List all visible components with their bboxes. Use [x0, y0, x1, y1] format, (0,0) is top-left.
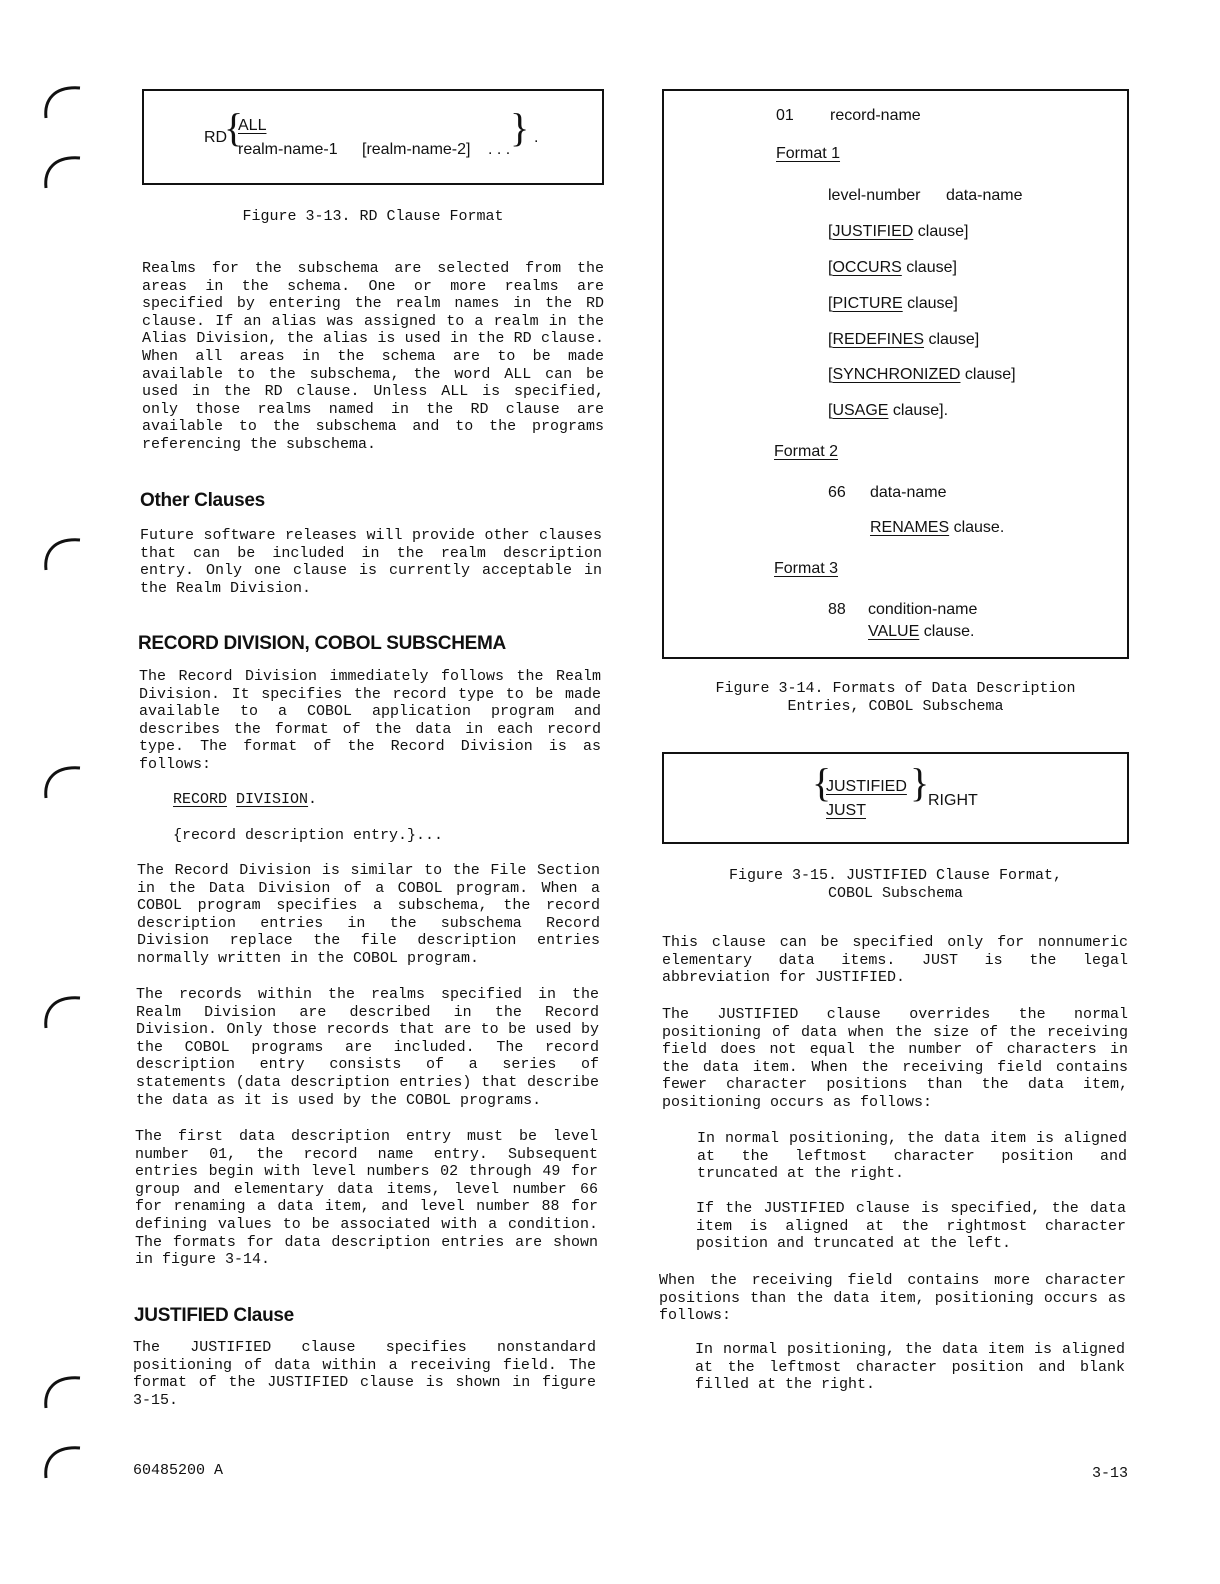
- period: .: [534, 129, 539, 146]
- left-brace: {: [812, 760, 832, 805]
- record-division-paragraph-3: The records within the realms specified in the Realm Division are described in the Record Division. Only those records that are to be used by the COBOL programs are included. The record description entry consists of a series of statements (data description entries) that describe the data as it is used by the COBOL programs.: [136, 986, 599, 1109]
- data-name-2: data-name: [870, 484, 947, 501]
- punch-hole-mark: [40, 1368, 86, 1414]
- data-description-formats-box: [662, 89, 1129, 659]
- figure-3-13-caption: Figure 3-13. RD Clause Format: [242, 208, 504, 225]
- realm-name-2: [realm-name-2]: [362, 141, 471, 158]
- renames-clause: RENAMES clause.: [870, 519, 1005, 536]
- just-keyword-option: JUST: [826, 802, 866, 819]
- justified-clause-heading: JUSTIFIED Clause: [134, 1305, 294, 1326]
- justified-positioning-paragraph: If the JUSTIFIED clause is specified, the data item is aligned at the rightmost character position and truncated at the left.: [696, 1200, 1126, 1253]
- level-88: 88: [828, 601, 846, 618]
- record-description-syntax: {record description entry.}...: [173, 827, 444, 844]
- record-name: record-name: [830, 107, 921, 124]
- normal-positioning-fewer-paragraph: In normal positioning, the data item is aligned at the leftmost character position and truncated at the right.: [697, 1130, 1127, 1183]
- syntax-period: .: [308, 791, 318, 808]
- occurs-keyword: OCCURS: [832, 259, 902, 276]
- justified-clause-format-box: [662, 752, 1129, 844]
- level-01: 01: [776, 107, 794, 124]
- justified-override-paragraph: The JUSTIFIED clause overrides the normal positioning of data when the size of the receiving field does not equal the number of characters in the data item. When the receiving field contains fewer character positions than the data item, positioning occurs as follows:: [662, 1006, 1128, 1111]
- right-brace: }: [510, 105, 530, 150]
- picture-keyword: PICTURE: [832, 295, 903, 312]
- punch-hole-mark: [40, 988, 86, 1034]
- realms-paragraph: Realms for the subschema are selected from the areas in the schema. One or more realms are specified by entering the realm names in the RD clause. If an alias was assigned to a realm in the Alias Division, the alias is used in the RD clause. When all areas in the schema are to be made available to the subschema, the word ALL can be used in the RD clause. Unless ALL is specified, only those realms named in the RD clause are available to the subschema and to the programs referencing the subschema.: [142, 260, 604, 453]
- justified-usage-paragraph: This clause can be specified only for nonnumeric elementary data items. JUST is the legal abbreviation for JUSTIFIED.: [662, 934, 1128, 987]
- all-keyword: ALL: [238, 117, 267, 134]
- synchronized-keyword: SYNCHRONIZED: [832, 366, 961, 383]
- other-clauses-heading: Other Clauses: [140, 490, 265, 511]
- format-2-label: Format 2: [774, 443, 839, 460]
- synchronized-clause-option: [SYNCHRONIZED clause]: [828, 366, 1016, 383]
- format-1-label: Format 1: [776, 145, 841, 162]
- punch-hole-mark: [40, 530, 86, 576]
- redefines-keyword: REDEFINES: [832, 331, 925, 348]
- right-keyword: RIGHT: [928, 792, 978, 809]
- redefines-clause-option: [REDEFINES clause]: [828, 331, 980, 348]
- condition-name: condition-name: [868, 601, 978, 618]
- left-brace: {: [224, 105, 244, 150]
- rd-keyword: RD: [204, 129, 228, 146]
- right-brace: }: [910, 760, 930, 805]
- record-division-paragraph-4: The first data description entry must be level number 01, the record name entry. Subsequent entries begin with level numbers 02 through 49 for group and elementary data items, level number 66 for renaming a data item, and level number 88 for defining values to be associated with a condition. The formats for data description entries are shown in figure 3-14.: [135, 1128, 598, 1269]
- renames-keyword: RENAMES: [870, 519, 950, 536]
- document-number: 60485200 A: [133, 1462, 224, 1479]
- justified-clause-option: [JUSTIFIED clause]: [828, 223, 969, 240]
- data-name: data-name: [946, 187, 1023, 204]
- more-positions-paragraph: When the receiving field contains more character positions than the data item, positioning occurs as follows:: [659, 1272, 1126, 1325]
- realm-name-1: realm-name-1: [238, 141, 338, 158]
- rd-clause-format-box: [142, 89, 604, 185]
- punch-hole-mark: [40, 1438, 86, 1484]
- punch-hole-mark: [40, 758, 86, 804]
- usage-clause-option: [USAGE clause].: [828, 402, 949, 419]
- usage-keyword: USAGE: [832, 402, 889, 419]
- occurs-clause-option: [OCCURS clause]: [828, 259, 957, 276]
- figure-3-15-caption-line-2: COBOL Subschema: [827, 885, 964, 902]
- value-clause: VALUE clause.: [868, 623, 975, 640]
- record-keyword: RECORD: [173, 791, 228, 808]
- level-number: level-number: [828, 187, 921, 204]
- figure-3-15-caption-line-1: Figure 3-15. JUSTIFIED Clause Format,: [728, 867, 1063, 884]
- justified-clause-paragraph: The JUSTIFIED clause specifies nonstandard positioning of data within a receiving field. The format of the JUSTIFIED clause is shown in figure 3-15.: [133, 1339, 596, 1409]
- ellipsis: . . .: [488, 141, 511, 158]
- record-division-heading: RECORD DIVISION, COBOL SUBSCHEMA: [138, 633, 506, 654]
- record-division-syntax: [173, 791, 317, 809]
- record-division-paragraph-2: The Record Division is similar to the File Section in the Data Division of a COBOL program. When a COBOL program specifies a subschema, the record description entries in the subschema Record Division replace the file description entries normally written in the COBOL program.: [137, 862, 600, 967]
- punch-hole-mark: [40, 78, 86, 124]
- record-division-intro: The Record Division immediately follows the Realm Division. It specifies the record type to be made available to a COBOL application program and describes the format of the data in each record type. The format of the Record Division is as follows:: [139, 668, 601, 773]
- page-number: 3-13: [1092, 1465, 1129, 1482]
- other-clauses-paragraph: Future software releases will provide other clauses that can be included in the realm description entry. Only one clause is currently acceptable in the Realm Division.: [140, 527, 602, 597]
- value-keyword: VALUE: [868, 623, 920, 640]
- justified-keyword-option: JUSTIFIED: [826, 778, 907, 795]
- figure-3-14-caption-line-2: Entries, COBOL Subschema: [787, 698, 1004, 715]
- level-66: 66: [828, 484, 846, 501]
- justified-keyword: JUSTIFIED: [832, 223, 914, 240]
- normal-positioning-more-paragraph: In normal positioning, the data item is aligned at the leftmost character position and blank filled at the right.: [695, 1341, 1125, 1394]
- division-keyword: DIVISION: [236, 791, 309, 808]
- format-3-label: Format 3: [774, 560, 839, 577]
- picture-clause-option: [PICTURE clause]: [828, 295, 958, 312]
- punch-hole-mark: [40, 148, 86, 194]
- figure-3-14-caption-line-1: Figure 3-14. Formats of Data Description: [715, 680, 1076, 697]
